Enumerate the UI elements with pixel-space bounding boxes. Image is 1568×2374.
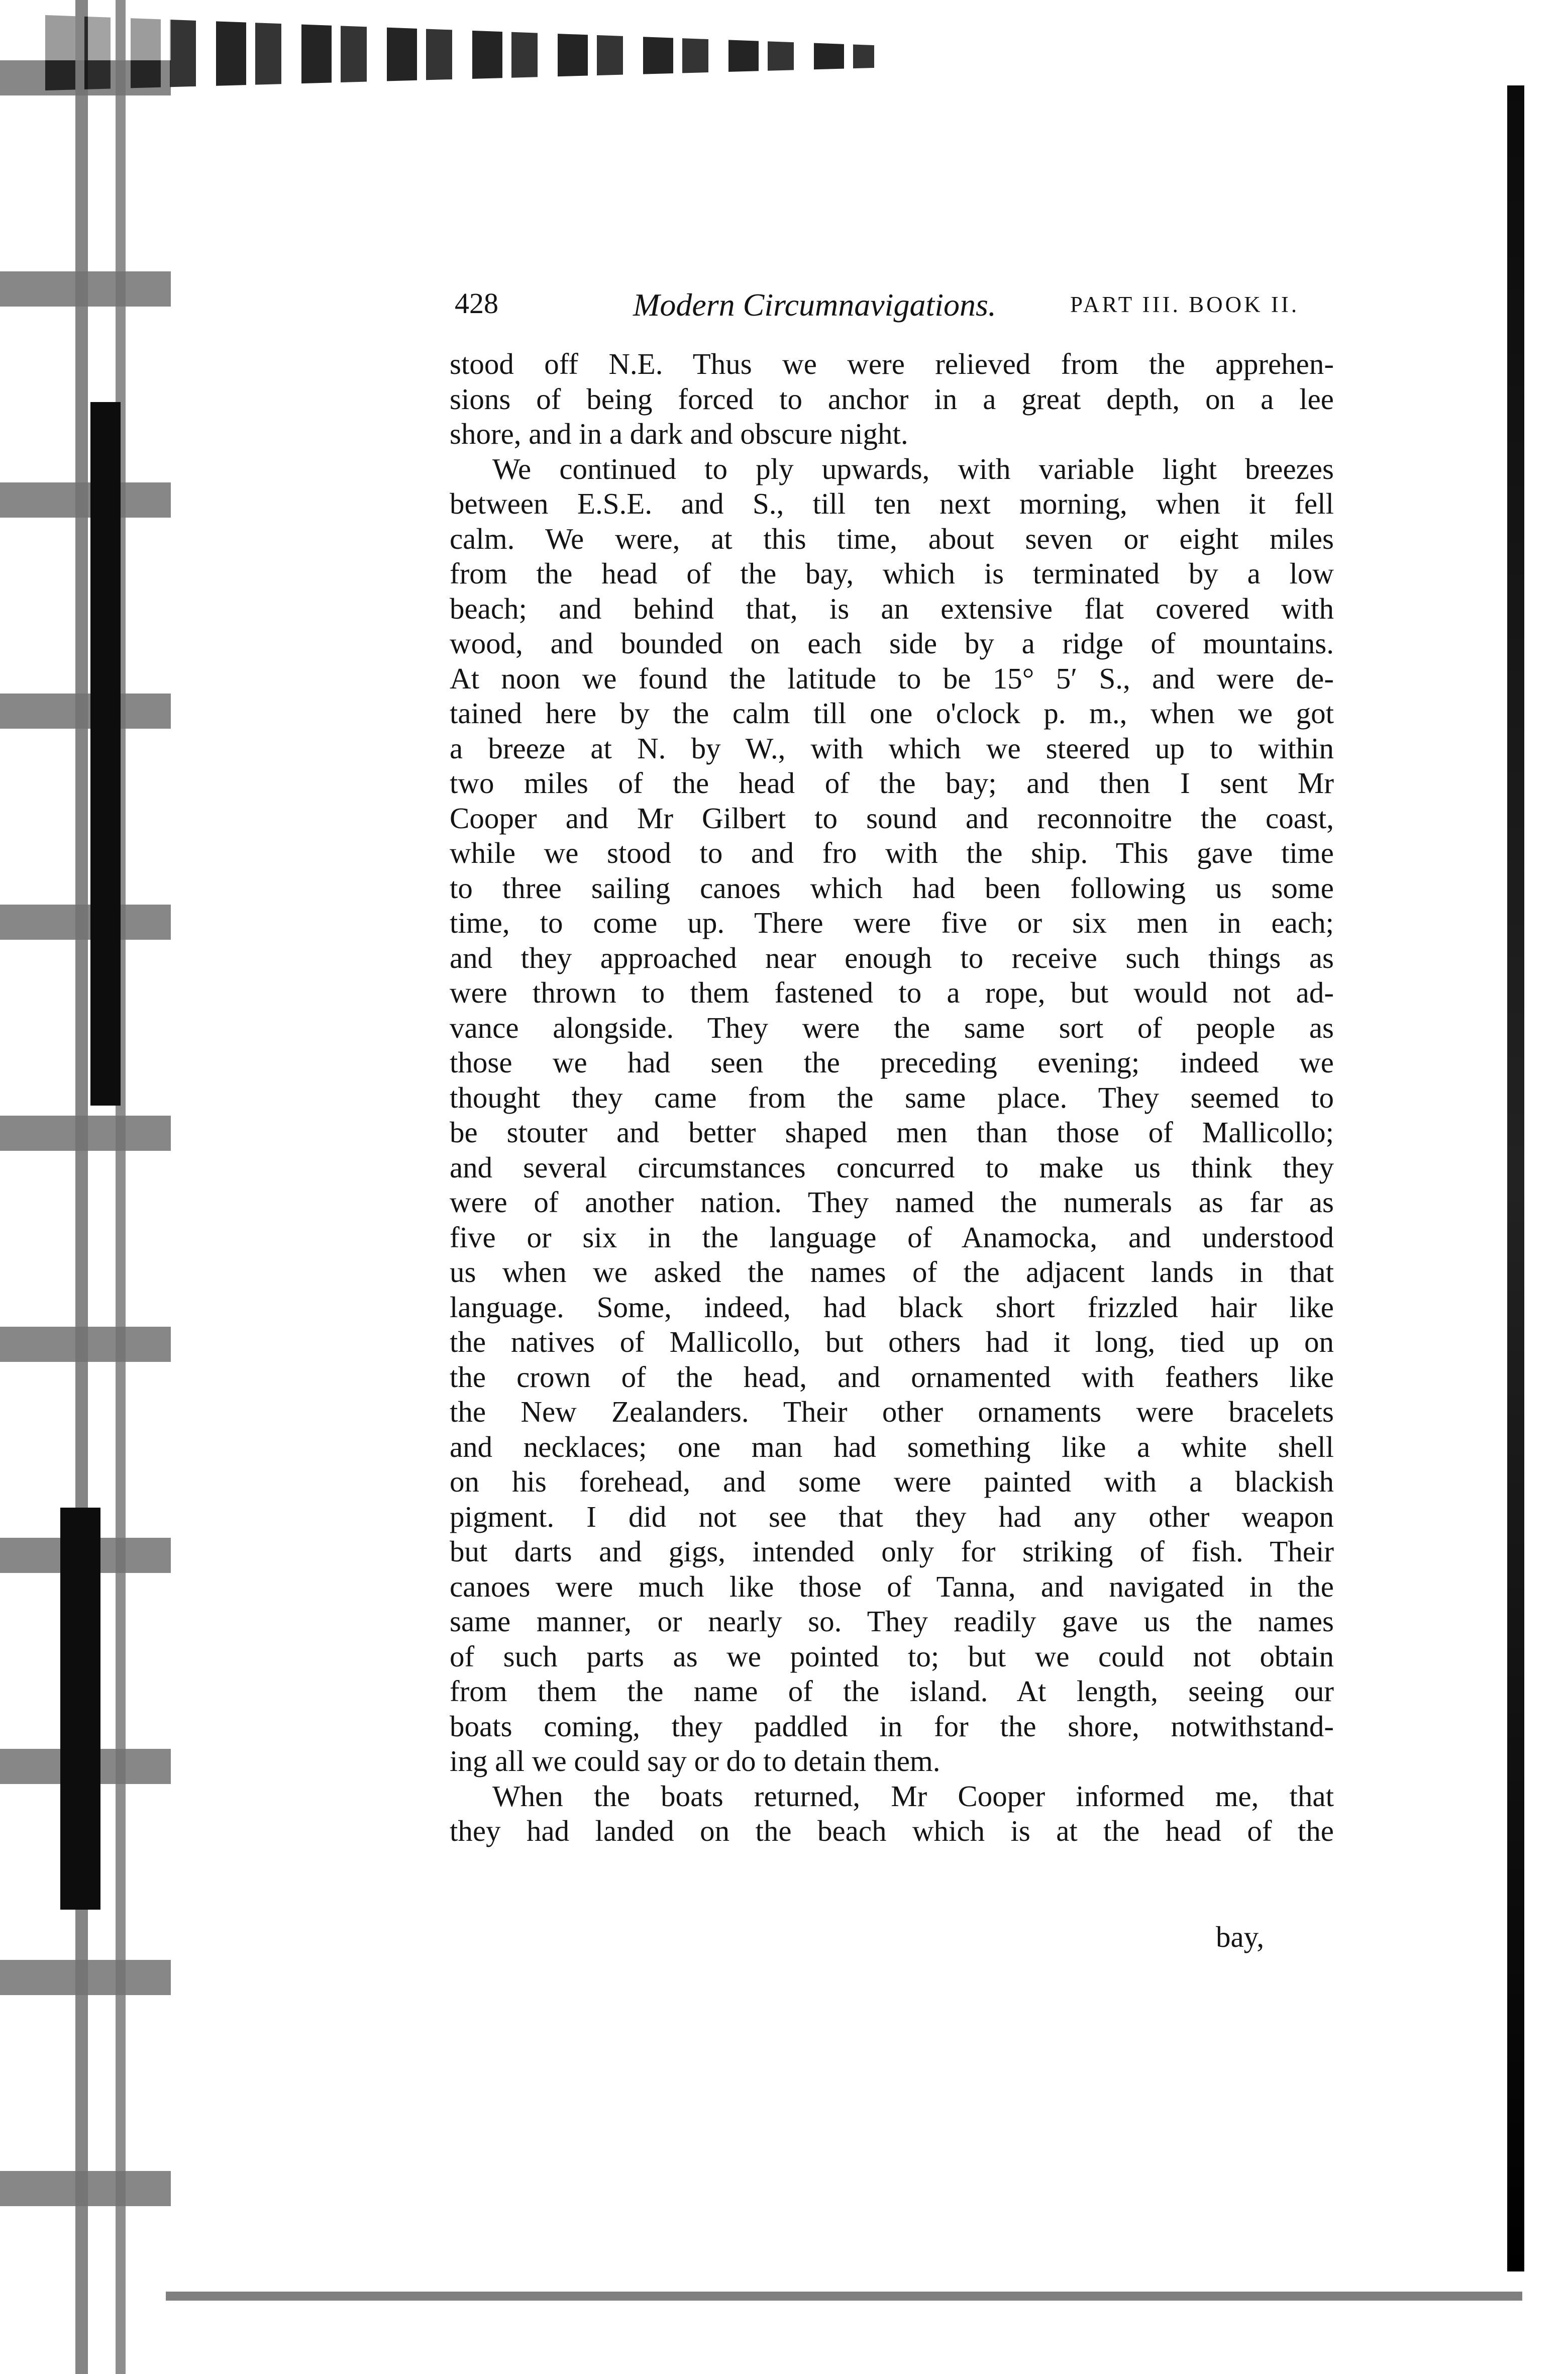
page-number: 428 — [455, 287, 498, 320]
body-text — [450, 347, 1334, 1849]
text-line: from them the name of the island. At length, seeing our — [450, 1674, 1334, 1708]
text-line: shore, and in a dark and obscure night. — [450, 417, 908, 450]
text-line: and they approached near enough to receive such things as — [450, 941, 1334, 974]
text-line: thought they came from the same place. They seemed to — [450, 1080, 1334, 1114]
scan-edge-bottom — [166, 2292, 1522, 2301]
running-head — [455, 286, 1409, 332]
scan-shadow-left — [90, 402, 121, 1106]
text-line: they had landed on the beach which is at the head of the — [450, 1814, 1334, 1847]
text-line: us when we asked the names of the adjacent lands in that — [450, 1255, 1334, 1289]
text-line: sions of being forced to anchor in a great depth, on a lee — [450, 382, 1334, 416]
scan-edge-right — [1507, 85, 1524, 2271]
text-line: on his forehead, and some were painted with a blackish — [450, 1465, 1334, 1498]
text-line: be stouter and better shaped men than those of Mallicollo; — [450, 1116, 1334, 1149]
scan-shadow-left-lower — [60, 1508, 100, 1910]
text-line: stood off N.E. Thus we were relieved from the apprehen- — [450, 347, 1334, 380]
text-line: the crown of the head, and ornamented with feathers like — [450, 1360, 1334, 1394]
text-line: tained here by the calm till one o'clock p. m., when we got — [450, 697, 1334, 730]
text-line: were thrown to them fastened to a rope, but would not ad- — [450, 976, 1334, 1009]
text-line: to three sailing canoes which had been following us some — [450, 871, 1334, 905]
text-line: five or six in the language of Anamocka, and understood — [450, 1220, 1334, 1254]
scan-edge-left — [0, 0, 171, 2374]
text-line: of such parts as we pointed to; but we could not obtain — [450, 1639, 1334, 1673]
text-line: from the head of the bay, which is terminated by a low — [450, 557, 1334, 590]
text-line: while we stood to and fro with the ship. This gave time — [450, 836, 1334, 869]
text-line: When the boats returned, Mr Cooper informed me, that — [492, 1779, 1334, 1813]
text-line: pigment. I did not see that they had any other weapon — [450, 1500, 1334, 1533]
text-line: We continued to ply upwards, with variable light breezes — [492, 452, 1334, 485]
text-line: time, to come up. There were five or six men in each; — [450, 906, 1334, 939]
catchword: bay, — [1216, 1920, 1265, 1953]
text-line: language. Some, indeed, had black short frizzled hair like — [450, 1290, 1334, 1324]
text-line: same manner, or nearly so. They readily gave us the names — [450, 1605, 1334, 1638]
text-line: a breeze at N. by W., with which we steered up to within — [450, 731, 1334, 765]
running-title: Modern Circumnavigations. — [633, 287, 996, 323]
text-line: At noon we found the latitude to be 15° 5′ S., and were de- — [450, 661, 1334, 695]
text-line: two miles of the head of the bay; and then I sent Mr — [450, 766, 1334, 800]
text-line: beach; and behind that, is an extensive flat covered with — [450, 591, 1334, 625]
text-line: but darts and gigs, intended only for striking of fish. Their — [450, 1535, 1334, 1568]
text-line: the natives of Mallicollo, but others had it long, tied up on — [450, 1325, 1334, 1358]
text-line: and necklaces; one man had something like a white shell — [450, 1430, 1334, 1463]
text-line: wood, and bounded on each side by a ridge of mountains. — [450, 627, 1334, 660]
text-line: vance alongside. They were the same sort of people as — [450, 1011, 1334, 1044]
text-line: and several circumstances concurred to make us think they — [450, 1150, 1334, 1184]
text-line: between E.S.E. and S., till ten next morning, when it fell — [450, 487, 1334, 520]
text-line: canoes were much like those of Tanna, and navigated in the — [450, 1569, 1334, 1603]
text-line: were of another nation. They named the numerals as far as — [450, 1185, 1334, 1219]
text-line: boats coming, they paddled in for the shore, notwithstand- — [450, 1709, 1334, 1743]
text-line: the New Zealanders. Their other ornaments were bracelets — [450, 1395, 1334, 1428]
text-line: calm. We were, at this time, about seven or eight miles — [450, 522, 1334, 555]
section-label: PART III. BOOK II. — [1070, 292, 1300, 317]
text-line: those we had seen the preceding evening; indeed we — [450, 1046, 1334, 1079]
text-line: Cooper and Mr Gilbert to sound and reconnoitre the coast, — [450, 801, 1334, 835]
text-line: ing all we could say or do to detain them. — [450, 1744, 940, 1777]
